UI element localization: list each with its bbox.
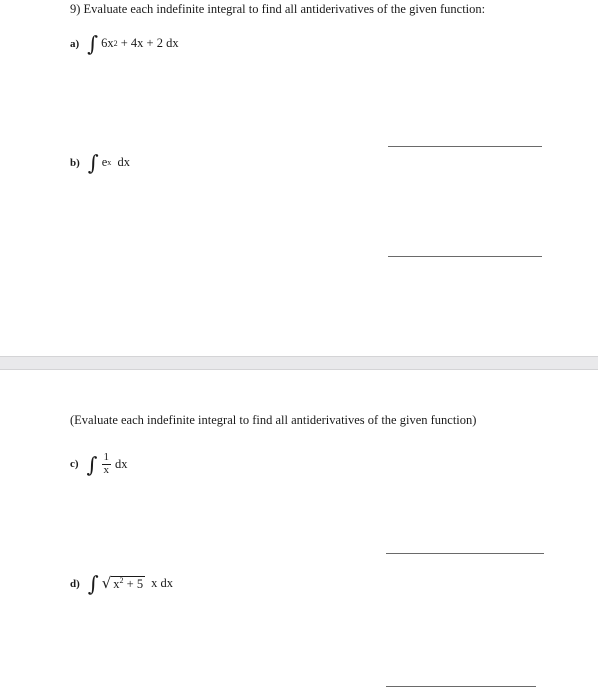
answer-line-d [386,686,536,687]
problem-d-letter: d) [70,577,80,590]
dx: dx [115,456,128,471]
numerator: 1 [103,451,109,463]
question-heading: 9) Evaluate each indefinite integral to find all antiderivatives of the given function: [70,2,486,16]
problem-d [70,573,173,594]
radicand-constant: + 5 [126,576,144,591]
integral-sign: ∫ [87,32,99,56]
term-6x: 6x [101,36,114,50]
denominator: x [103,463,109,476]
section-heading: (Evaluate each indefinite integral to find all antiderivatives of the given function) [70,413,477,427]
problem-a-letter: a) [70,37,80,50]
radicand-exponent: 2 [119,575,124,585]
problem-b [70,152,130,173]
problem-c [70,452,128,476]
square-root [102,576,145,592]
answer-line-a [388,146,542,147]
problem-b-letter: b) [70,156,80,169]
problem-c-letter: c) [70,458,79,471]
integral-sign: ∫ [87,151,99,175]
answer-line-b [388,256,542,257]
problem-a [70,33,179,54]
page-separator [0,356,598,370]
remaining-terms: x dx [151,576,173,590]
remaining-terms: + 4x + 2 dx [120,36,179,50]
problem-b-expression: e x dx [101,155,131,169]
base-e: e [101,155,108,169]
radical-sign: √ [101,574,112,593]
answer-line-c [386,553,544,554]
radicand [111,576,145,592]
problem-a-expression: 6x 2 + 4x + 2 dx [101,36,179,50]
fraction [102,452,112,476]
integral-sign: ∫ [86,452,98,477]
dx: dx [117,155,131,169]
integral-sign: ∫ [87,572,99,596]
radicand-base: x [113,576,120,591]
